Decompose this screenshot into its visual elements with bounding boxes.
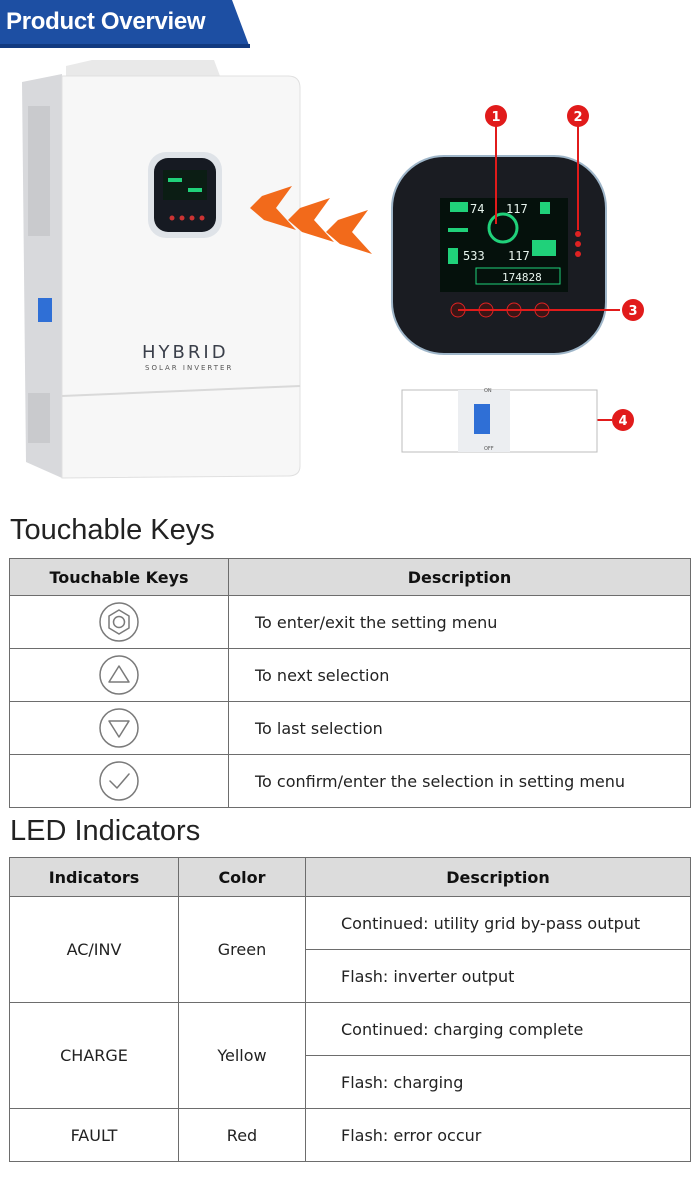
key-description: To last selection	[229, 702, 691, 755]
touchable-keys-table	[9, 558, 691, 808]
indicator-color: Yellow	[179, 1003, 306, 1109]
callout-4: 4	[618, 414, 628, 429]
up-arrow-icon	[98, 654, 140, 696]
indicator-description: Continued: charging complete	[306, 1003, 691, 1056]
indicator-color: Green	[179, 897, 306, 1003]
indicator-description: Flash: inverter output	[306, 950, 691, 1003]
header-banner	[0, 0, 250, 48]
indicator-name: FAULT	[10, 1109, 179, 1162]
check-icon	[98, 760, 140, 802]
down-arrow-icon	[98, 707, 140, 749]
inverter-illustration	[0, 48, 700, 498]
breaker-switch-detail	[402, 388, 597, 452]
indicator-description: Continued: utility grid by-pass output	[306, 897, 691, 950]
indicator-color: Red	[179, 1109, 306, 1162]
column-header-description: Description	[229, 559, 691, 596]
column-header-indicators: Indicators	[10, 858, 179, 897]
lcd-value-3: 533	[463, 249, 485, 263]
table-header-row	[10, 559, 691, 596]
indicator-description: Flash: charging	[306, 1056, 691, 1109]
column-header-description: Description	[306, 858, 691, 897]
table-header-row	[10, 858, 691, 897]
product-illustration	[0, 48, 700, 498]
page-title: Product Overview	[6, 8, 206, 35]
table-row	[10, 1109, 691, 1162]
indicator-description: Flash: error occur	[306, 1109, 691, 1162]
callout-2: 2	[573, 110, 583, 125]
switch-off-label: OFF	[484, 446, 494, 452]
table-row	[10, 1003, 691, 1056]
led-indicators-table	[9, 857, 691, 1162]
control-panel	[392, 156, 606, 354]
lcd-value-1: 74	[470, 202, 485, 216]
lcd-value-4: 117	[508, 249, 530, 263]
lcd-value-5: 174828	[502, 271, 542, 284]
inverter-body	[22, 60, 300, 478]
callout-3: 3	[628, 304, 638, 319]
touchable-keys-heading: Touchable Keys	[10, 514, 215, 546]
key-description: To next selection	[229, 649, 691, 702]
switch-on-label: ON	[484, 388, 492, 394]
table-row	[10, 897, 691, 950]
column-header-keys: Touchable Keys	[10, 559, 229, 596]
column-header-color: Color	[179, 858, 306, 897]
indicator-name: AC/INV	[10, 897, 179, 1003]
table-row	[10, 649, 691, 702]
brand-subtext: SOLAR INVERTER	[145, 364, 234, 372]
table-row	[10, 755, 691, 808]
table-row	[10, 596, 691, 649]
indicator-name: CHARGE	[10, 1003, 179, 1109]
lcd-value-2: 117	[506, 202, 528, 216]
settings-icon	[98, 601, 140, 643]
table-row	[10, 702, 691, 755]
key-description: To enter/exit the setting menu	[229, 596, 691, 649]
key-description: To confirm/enter the selection in setting menu	[229, 755, 691, 808]
callout-1: 1	[491, 110, 501, 125]
led-indicators-heading: LED Indicators	[10, 815, 201, 847]
brand-text: HYBRID	[142, 342, 229, 363]
